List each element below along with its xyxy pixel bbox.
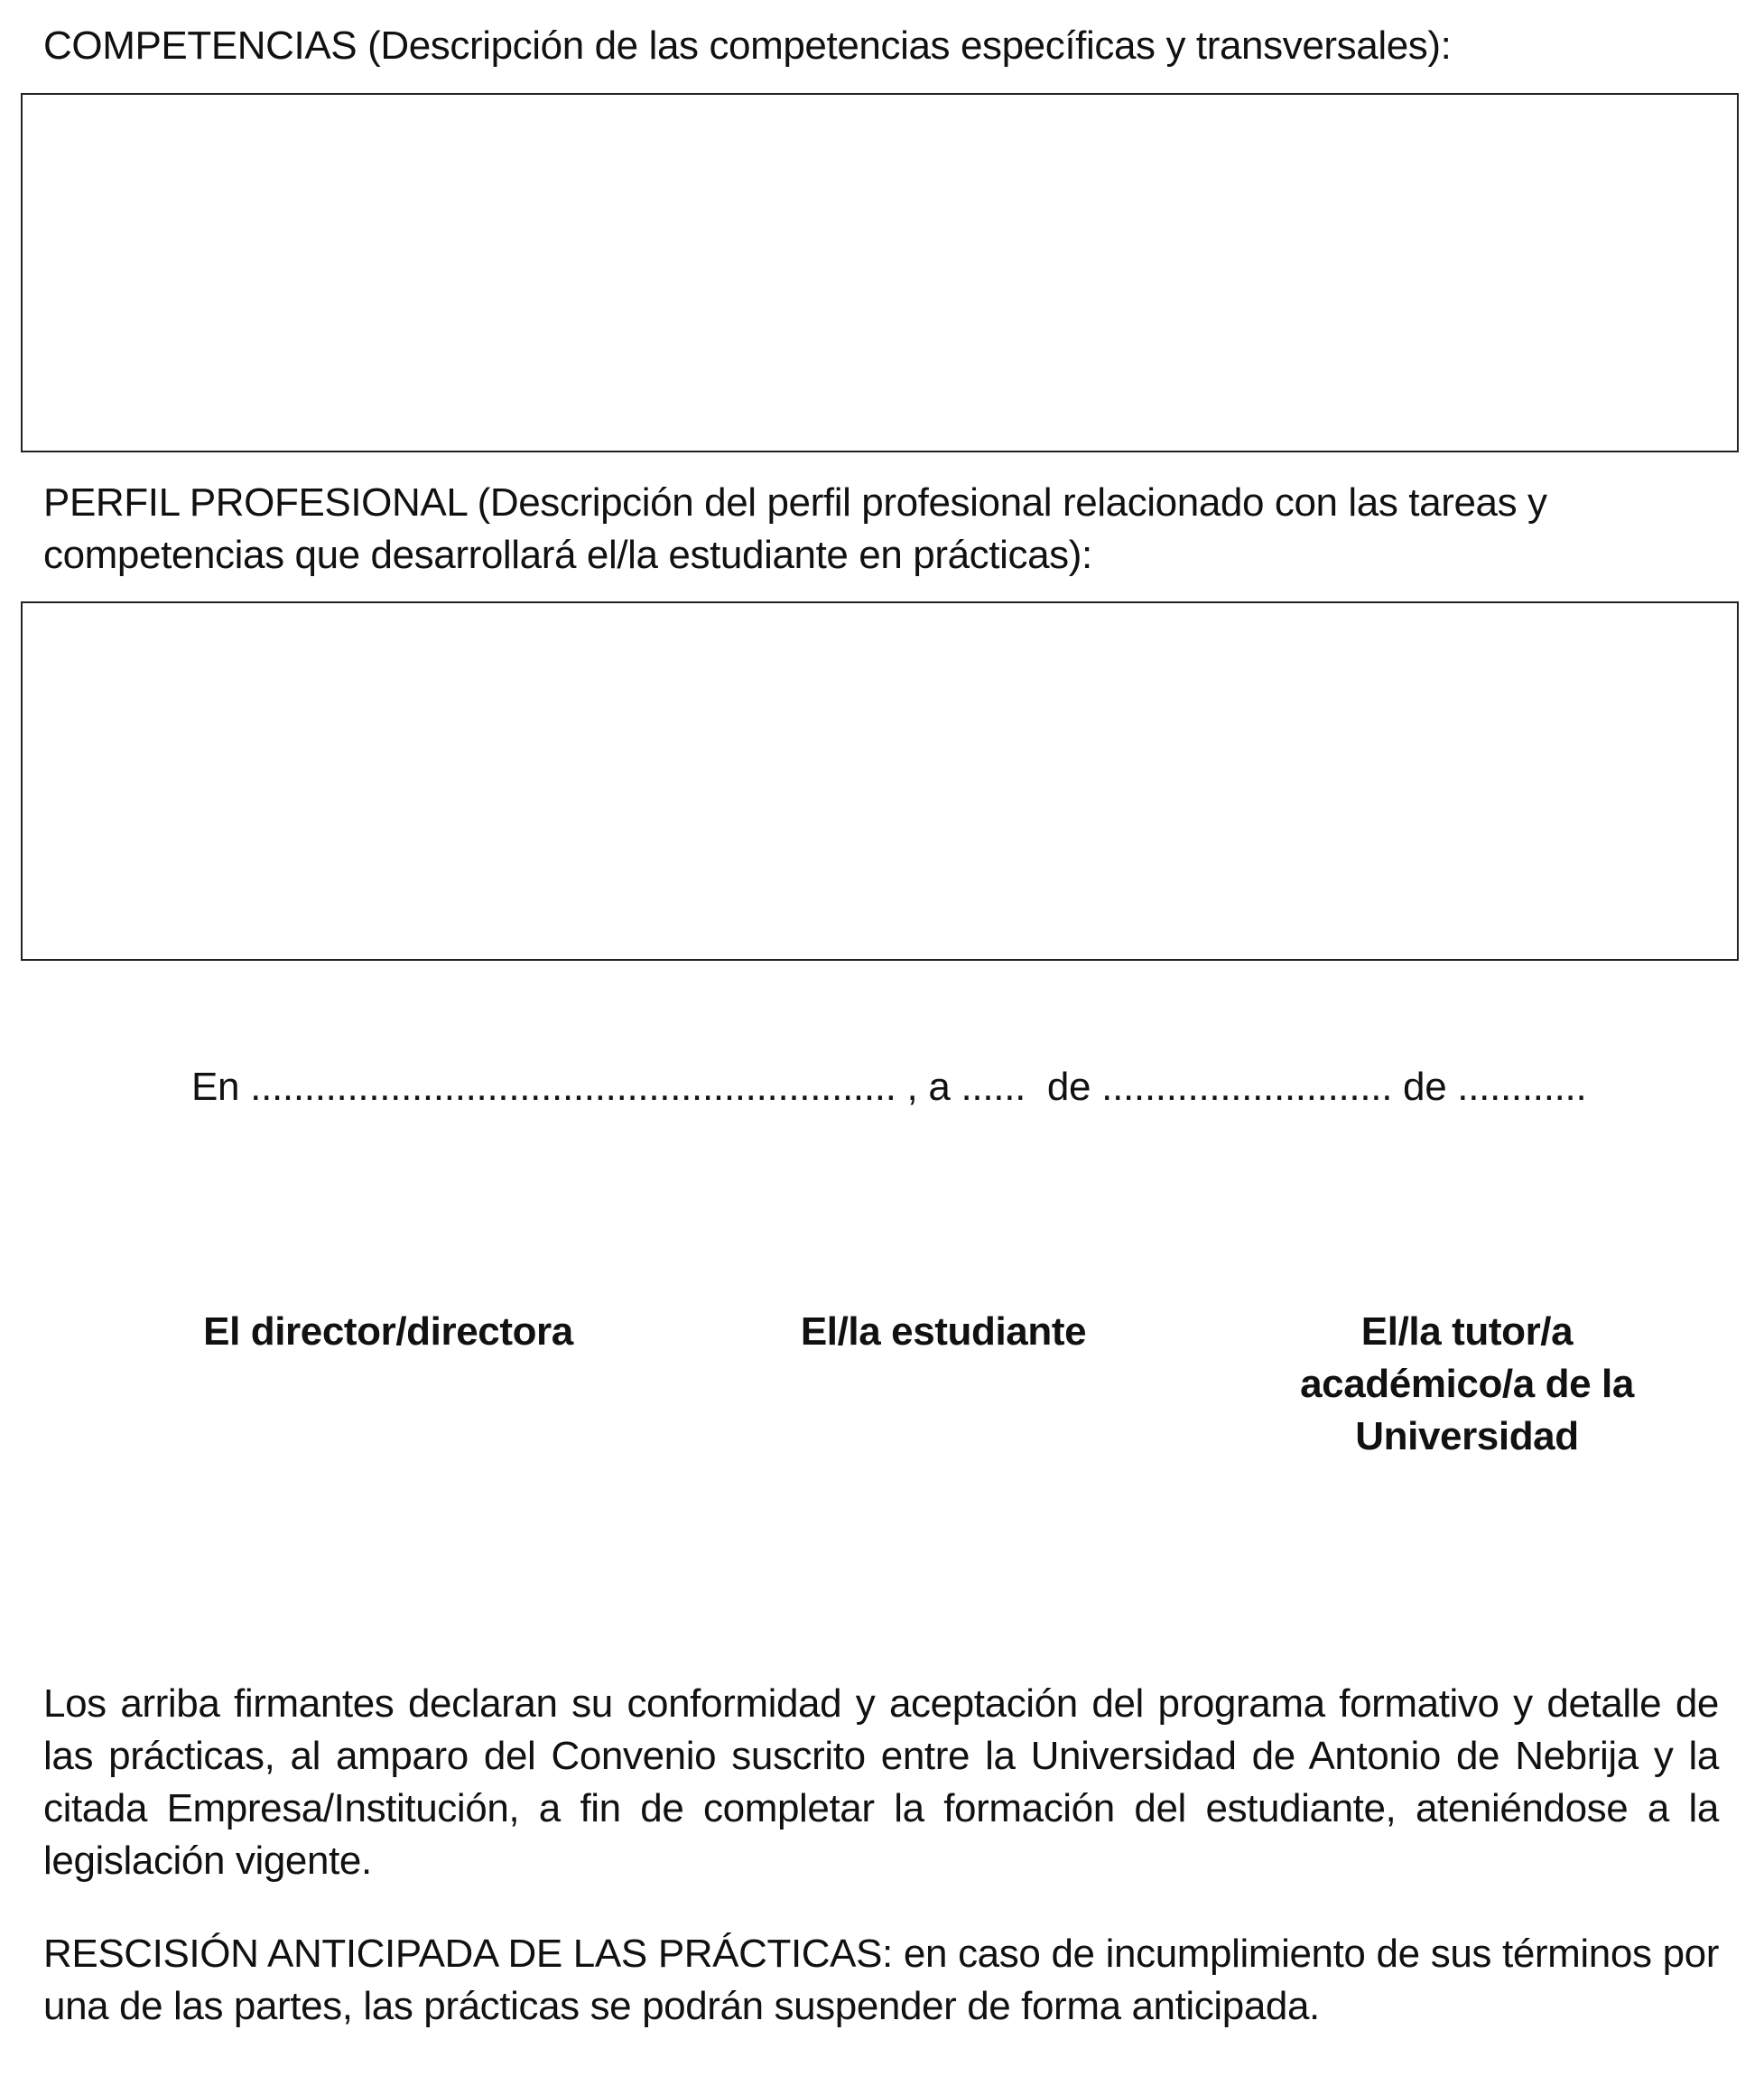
place-date-line: En ............................................................ , a ...... de ........................... de ............ [191, 1065, 1587, 1109]
competencias-field[interactable] [21, 93, 1739, 452]
rescision-paragraph: RESCISIÓN ANTICIPADA DE LAS PRÁCTICAS: en caso de incumplimiento de sus términos por una de las partes, las prácticas se podrán suspender de forma anticipada. [43, 1932, 1719, 2028]
signature-director: El director/directora [203, 1309, 573, 1354]
signature-student: El/la estudiante [800, 1309, 1087, 1354]
perfil-profesional-label: PERFIL PROFESIONAL (Descripción del perfil profesional relacionado con las tareas y competencias que desarrollará el/la estudiante en prácticas): [43, 480, 1547, 577]
competencias-label: COMPETENCIAS (Descripción de las competencias específicas y transversales): [43, 23, 1452, 68]
signature-academic-tutor: El/la tutor/a académico/a de la Universidad [1300, 1309, 1634, 1458]
conformidad-paragraph: Los arriba firmantes declaran su conformidad y aceptación del programa formativo y detalle de las prácticas, al amparo del Convenio suscrito entre la Universidad de Antonio de Nebrija y la citada Empresa/Institución, a fin de completar la formación del estudiante, ateniéndose a la legislación vigente. [43, 1681, 1719, 1883]
perfil-profesional-field[interactable] [21, 601, 1739, 961]
